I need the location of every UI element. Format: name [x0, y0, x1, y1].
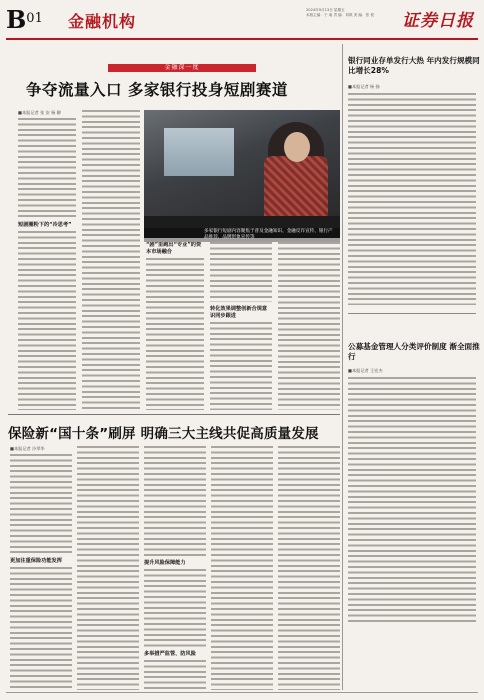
story-photo — [144, 110, 340, 238]
photo-caption: 多家银行短剧内容聚焦于普及金融知识、金融反诈宣传、银行产品推荐、品牌形象宣传等 — [144, 228, 340, 242]
right-column — [344, 44, 480, 644]
top-story-column-4 — [210, 242, 272, 410]
body-text — [77, 446, 139, 690]
body-text — [146, 258, 204, 410]
page-sub-number: 01 — [26, 11, 43, 26]
right-story-1-byline: ■本报记者 杨 扬 — [348, 84, 380, 89]
body-text — [18, 231, 76, 410]
body-text — [144, 660, 206, 690]
right-story-2-byline: ■本报记者 王宏杰 — [348, 368, 383, 373]
body-text — [210, 242, 272, 302]
body-text — [144, 569, 206, 647]
bottom-story-column-4 — [211, 446, 273, 690]
masthead — [6, 4, 478, 40]
top-story-subhead-1: 短剧圈粉下的“冷思考” — [18, 222, 72, 228]
body-text — [348, 93, 476, 305]
bottom-story-column-5 — [278, 446, 340, 690]
section-title: 金融机构 — [68, 12, 137, 31]
bottom-story-subhead-2: 提升风险保障能力 — [144, 560, 186, 566]
top-story-subhead-2: “剧”里跑出“专业”的资本市场融合 — [146, 242, 202, 255]
masthead-editors: 本版主编：于 南 责 编：刘琪 美 编：张 悦 — [306, 13, 374, 17]
bottom-story-column-2 — [77, 446, 139, 690]
top-story-column-1 — [18, 110, 76, 410]
bottom-story-subhead-1: 更加注重保险功能发挥 — [10, 558, 62, 564]
right-column-rule — [348, 313, 476, 314]
right-story-1-headline: 银行同业存单发行大热 年内发行规模同比增长28% — [348, 56, 480, 75]
top-story-column-3 — [146, 242, 204, 410]
bottom-story-headline: 保险新“国十条”刷屏 明确三大主线共促高质量发展 — [8, 426, 319, 442]
body-text — [18, 118, 76, 218]
body-text — [82, 110, 140, 410]
masthead-rule — [6, 38, 478, 40]
body-text — [211, 446, 273, 690]
masthead-meta — [306, 8, 416, 18]
bottom-story-byline: ■本报记者 冷翠华 — [10, 446, 45, 451]
top-story-byline: ■本报记者 张 安 杨 柳 — [18, 110, 61, 115]
column-divider — [342, 44, 343, 690]
top-story-headline: 争夺流量入口 多家银行投身短剧赛道 — [26, 81, 288, 99]
body-text — [144, 446, 206, 556]
kicker-label: 金融深一度 — [164, 64, 200, 71]
story-separator — [8, 414, 340, 415]
top-story-subhead-3: 转化效果调整创新合规意识同步跟进 — [210, 306, 268, 319]
newspaper-logo: 证券日报 — [402, 11, 474, 31]
bottom-story-column-3 — [144, 446, 206, 690]
page-number: $B^{01}$ — [6, 5, 43, 34]
body-text — [10, 567, 72, 690]
body-text — [210, 322, 272, 410]
body-text — [278, 242, 340, 410]
right-story-2-headline: 公募基金管理人分类评价制度 渐全面推行 — [348, 342, 480, 361]
body-text — [278, 446, 340, 690]
photo-face — [284, 132, 310, 162]
bottom-story-column-1 — [10, 446, 72, 690]
masthead-date: 2024年9月13日 星期五 — [306, 8, 345, 12]
top-story-column-2 — [82, 110, 140, 410]
footer-rule — [6, 692, 478, 693]
body-text — [348, 377, 476, 625]
body-text — [10, 454, 72, 554]
bottom-story-subhead-3: 多举措严监管、防风险 — [144, 651, 196, 657]
photo-screen — [164, 128, 234, 176]
top-story-column-5 — [278, 242, 340, 410]
